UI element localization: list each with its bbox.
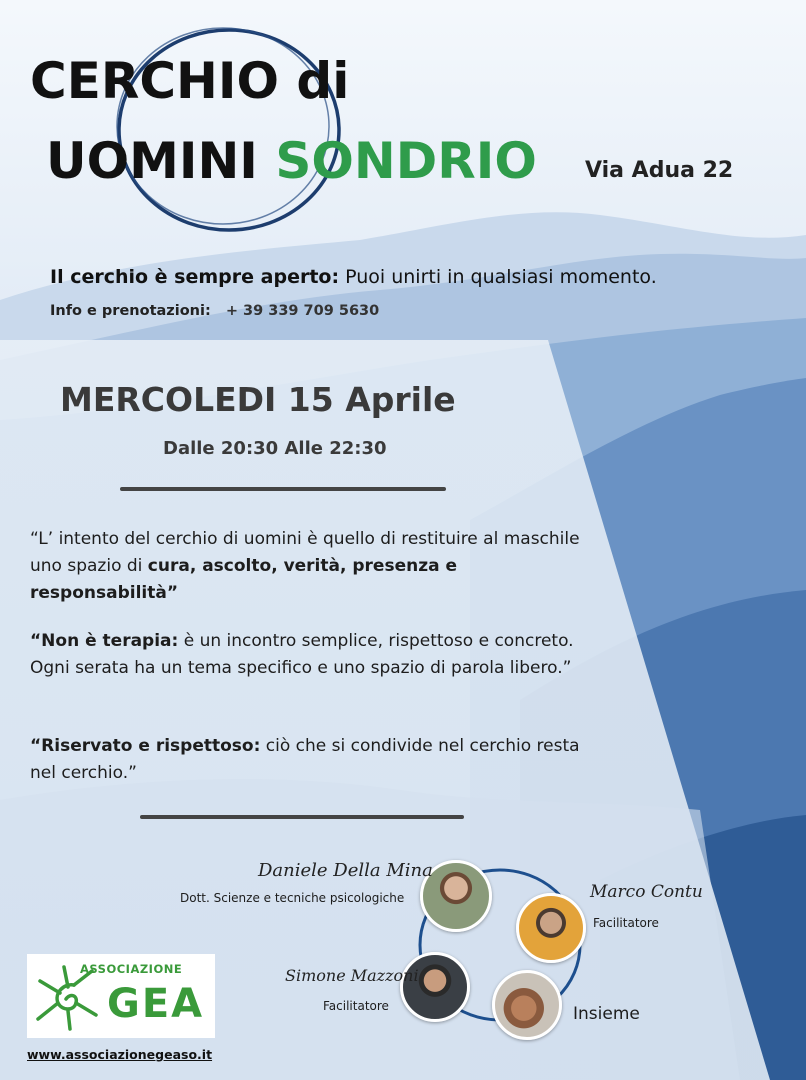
role-marco: Facilitatore (593, 916, 659, 930)
logo-line-1: ASSOCIAZIONE (80, 962, 183, 976)
title-line-1: CERCHIO di (30, 52, 350, 110)
paragraph-confidential (30, 733, 590, 787)
avatar-together-hands (492, 970, 562, 1040)
signature-daniele: Daniele Della Mina (258, 860, 433, 881)
signature-marco: Marco Contu (590, 882, 703, 902)
open-circle-text (50, 266, 657, 288)
together-label: Insieme (573, 1004, 640, 1024)
paragraph-intent-text: “L’ intento del cerchio di uomini è quello di restituire al maschile uno spazio di (30, 529, 580, 576)
phone-number[interactable]: + 39 339 709 5630 (225, 303, 380, 319)
divider-top (120, 487, 446, 491)
avatar-simone (400, 952, 470, 1022)
divider-bottom (140, 815, 464, 819)
paragraph-intent-bold: cura, ascolto, verità, presenza e responsabilità” (30, 556, 458, 603)
paragraph-intent (30, 526, 590, 607)
signature-simone: Simone Mazzoni (285, 966, 419, 985)
paragraph-confidential-text: ciò che si condivide nel cerchio resta nel cerchio.” (30, 736, 580, 783)
title-line-2 (46, 132, 537, 190)
role-daniele: Dott. Scienze e tecniche psicologiche (180, 891, 405, 905)
event-date: MERCOLEDI 15 Aprile (60, 380, 456, 419)
event-time: Dalle 20:30 Alle 22:30 (163, 438, 387, 459)
address: Via Adua 22 (585, 158, 734, 183)
open-circle-bold: Il cerchio è sempre aperto: (50, 266, 340, 288)
paragraph-confidential-bold: “Riservato e rispettoso: (30, 736, 261, 756)
avatar-marco (516, 893, 586, 963)
paragraph-not-therapy-text: è un incontro semplice, rispettoso e concreto. Ogni serata ha un tema specifico e uno spazio di parola libero.” (30, 631, 574, 678)
title-sondrio: SONDRIO (275, 132, 537, 190)
logo-line-2: GEA (107, 981, 205, 1027)
website-link[interactable]: www.associazionegeaso.it (27, 1047, 213, 1062)
info-label: Info e prenotazioni: (50, 303, 211, 319)
paragraph-not-therapy-bold: “Non è terapia: (30, 631, 179, 651)
circle-ring-graphic (105, 18, 345, 238)
role-simone: Facilitatore (323, 999, 389, 1013)
title-uomini: UOMINI (46, 132, 258, 190)
open-circle-rest: Puoi unirti in qualsiasi momento. (339, 266, 657, 288)
paragraph-not-therapy (30, 628, 590, 682)
info-line (50, 303, 379, 319)
